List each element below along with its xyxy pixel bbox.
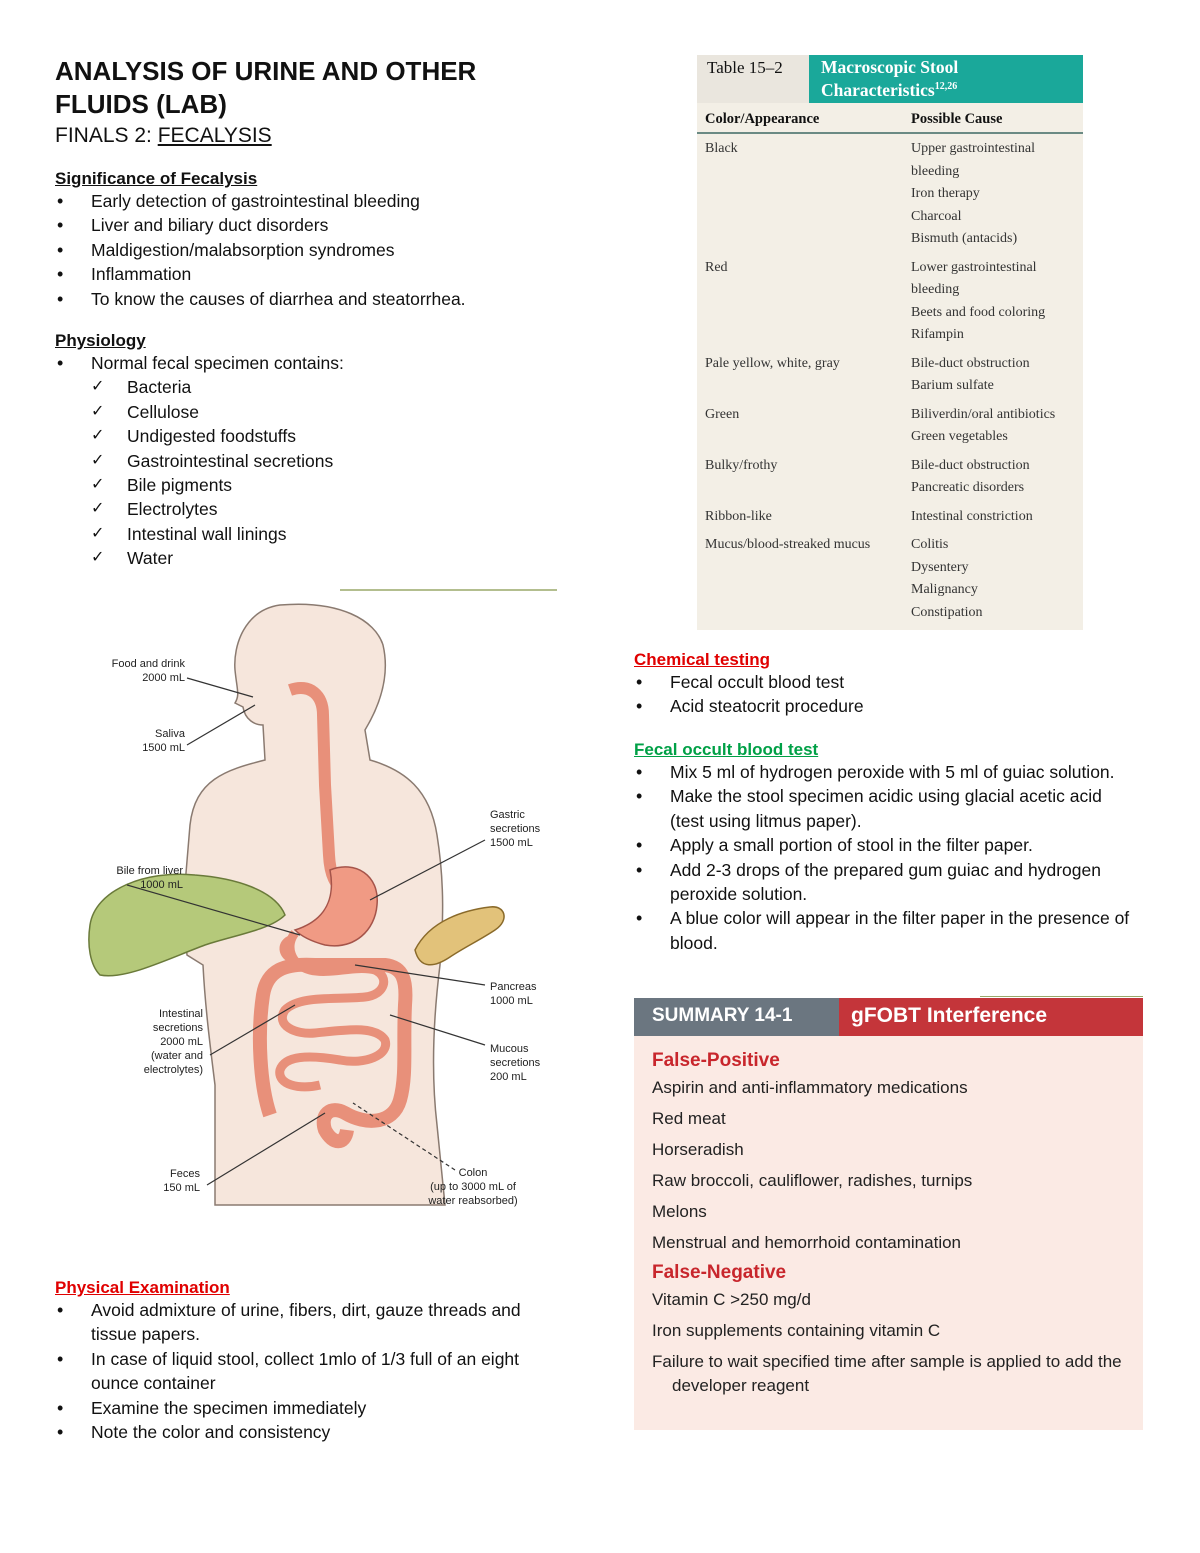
table-row [697,455,1083,500]
table-cause-line: Bile-duct obstruction [911,457,1030,473]
physical-exam-heading: Physical Examination [55,1278,230,1297]
label-colon: Colon (up to 3000 mL of water reabsorbed) [428,1167,518,1207]
fobt-section [634,740,1134,955]
significance-section [55,169,575,311]
summary-top-rule [980,996,1143,997]
table-cell-causes [911,506,1083,529]
table-cause-line: Colitis [911,537,949,552]
table-cell-causes [911,404,1083,449]
table-row [697,404,1083,449]
page-subtitle [55,124,272,148]
false-negative-list [634,1284,1143,1398]
table-cell-color: Pale yellow, white, gray [705,355,840,371]
digestive-system-diagram [85,585,560,1215]
leader-saliva [187,705,255,745]
physiology-heading: Physiology [55,331,146,350]
table-title-refs: 12,26 [934,81,958,92]
physiology-item: ✓ Electrolytes [91,497,575,521]
significance-item: • Liver and biliary duct disorders [55,213,575,237]
summary-title: gFOBT Interference [839,998,1143,1036]
table-cause-line: Bile-duct obstruction [911,355,1030,371]
physiology-item: ✓ Gastrointestinal secretions [91,449,575,473]
chemical-item: • Acid steatocrit procedure [634,694,1134,718]
false-positive-item: Menstrual and hemorrhoid contamination [652,1233,962,1252]
false-positive-item: Red meat [652,1109,726,1128]
table-cell-causes [911,455,1083,500]
table-cell-color: Green [705,406,740,422]
physiology-item: ✓ Cellulose [91,400,575,424]
label-intestinal: Intestinal secretions 2000 mL (water and electrolytes) [143,1008,203,1076]
page-title: ANALYSIS OF URINE AND OTHER FLUIDS (LAB) [55,56,477,119]
table-number: Table 15–2 [697,55,809,103]
physiology-item: ✓ Bile pigments [91,473,575,497]
table-cell-causes [911,534,1083,624]
label-food: Food and drink 2000 mL [111,658,185,684]
chemical-section [634,650,1134,719]
table-column-headers [697,111,1083,134]
table-cause-line: Biliverdin/oral antibiotics [911,406,1056,422]
significance-item: • Early detection of gastrointestinal bleeding [55,189,575,213]
chemical-list [634,670,1134,719]
table-cause-line: bleeding [911,163,960,179]
false-negative-heading: False-Negative [652,1262,787,1283]
physical-exam-section [55,1278,555,1444]
physiology-item: ✓ Undigested foodstuffs [91,424,575,448]
fobt-step: • Apply a small portion of stool in the filter paper. [634,833,1134,857]
table-cause-line: Charcoal [911,208,962,224]
table-body [697,134,1083,624]
physiology-item: ✓ Bacteria [91,375,575,399]
false-positive-item: Aspirin and anti-inflammatory medications [652,1078,968,1097]
significance-item: • Maldigestion/malabsorption syndromes [55,238,575,262]
chemical-item: • Fecal occult blood test [634,670,1134,694]
table-cause-line: Pancreatic disorders [911,480,1025,495]
fobt-step: • Make the stool specimen acidic using glacial acetic acid (test using litmus paper). [634,784,1134,833]
table-cause-line: Constipation [911,604,983,620]
false-positive-item: Raw broccoli, cauliflower, radishes, turnips [652,1171,973,1190]
table-title-line1: Macroscopic Stool [821,57,959,77]
physiology-intro: • Normal fecal specimen contains: [55,351,575,375]
table-cell-color: Red [705,259,728,275]
physiology-list [55,375,575,570]
table-cause-line: Rifampin [911,327,964,342]
table-col-color: Color/Appearance [705,111,820,127]
table-cause-line: Upper gastrointestinal [911,141,1036,156]
table-cause-line: Bismuth (antacids) [911,231,1018,246]
table-cell-causes [911,353,1083,398]
false-negative-item: Iron supplements containing vitamin C [652,1321,941,1340]
table-cause-line: Iron therapy [911,186,980,201]
table-title-line2 [821,77,1083,100]
false-positive-item: Horseradish [652,1140,744,1159]
fobt-step: • Mix 5 ml of hydrogen peroxide with 5 ml of guiac solution. [634,760,1134,784]
physical-exam-item: • Examine the specimen immediately [55,1396,555,1420]
label-pancreas: Pancreas 1000 mL [490,981,537,1007]
summary-header [634,998,1143,1036]
table-cell-color: Mucus/blood-streaked mucus [705,537,871,552]
significance-item: • Inflammation [55,262,575,286]
table-cause-line: Lower gastrointestinal [911,259,1037,275]
physiology-intro-list [55,351,575,375]
table-cell-causes [911,138,1083,251]
table-row [697,138,1083,251]
chemical-heading: Chemical testing [634,650,771,669]
gfobt-summary-box [634,998,1143,1430]
false-negative-item: Failure to wait specified time after sample is applied to add the developer reagent [652,1352,1122,1395]
table-cell-color: Ribbon-like [705,508,772,524]
table-cause-line: Green vegetables [911,429,1008,444]
table-row [697,353,1083,398]
table-cause-line: Malignancy [911,582,978,597]
physiology-section [55,331,575,571]
table-cause-line: Dysentery [911,559,969,575]
table-col-cause: Possible Cause [911,111,1003,127]
table-row [697,534,1083,624]
false-positive-item: Melons [652,1202,707,1221]
false-positive-heading: False-Positive [652,1050,780,1071]
physical-exam-item: • Avoid admixture of urine, fibers, dirt, gauze threads and tissue papers. [55,1298,555,1347]
summary-label: SUMMARY 14-1 [634,998,839,1036]
table-cause-line: Barium sulfate [911,378,994,393]
table-cause-line: Beets and food coloring [911,304,1046,320]
false-negative-item: Vitamin C >250 mg/d [652,1290,811,1309]
fobt-heading: Fecal occult blood test [634,740,819,759]
physical-exam-item: • Note the color and consistency [55,1420,555,1444]
label-bile: Bile from liver 1000 mL [116,865,183,891]
label-mucous: Mucous secretions 200 mL [490,1043,541,1083]
false-positive-list [634,1072,1143,1258]
physical-exam-list [55,1298,555,1444]
label-gastric: Gastric secretions 1500 mL [490,809,541,849]
table-cell-color: Bulky/frothy [705,457,778,473]
fobt-list [634,760,1134,955]
label-saliva: Saliva 1500 mL [142,728,185,754]
table-header [697,55,1083,103]
significance-list [55,189,575,311]
table-title [809,55,1083,103]
subtitle-topic: FECALYSIS [157,124,272,147]
significance-heading: Significance of Fecalysis [55,169,258,188]
physiology-item: ✓ Intestinal wall linings [91,522,575,546]
table-row [697,257,1083,347]
subtitle-prefix: FINALS 2: [55,124,158,147]
fobt-step: • A blue color will appear in the filter paper in the presence of blood. [634,906,1134,955]
stool-characteristics-table [697,55,1083,630]
label-feces: Feces 150 mL [163,1168,200,1194]
table-cell-color: Black [705,141,738,156]
table-cause-line: Intestinal constriction [911,508,1033,524]
fobt-step: • Add 2-3 drops of the prepared gum guiac and hydrogen peroxide solution. [634,858,1134,907]
physical-exam-item: • In case of liquid stool, collect 1mlo of 1/3 full of an eight ounce container [55,1347,555,1396]
significance-item: • To know the causes of diarrhea and steatorrhea. [55,287,575,311]
table-cell-causes [911,257,1083,347]
table-row [697,506,1083,529]
physiology-item: ✓ Water [91,546,575,570]
table-cause-line: bleeding [911,282,960,297]
table-title-line2-text: Characteristics [821,79,935,100]
